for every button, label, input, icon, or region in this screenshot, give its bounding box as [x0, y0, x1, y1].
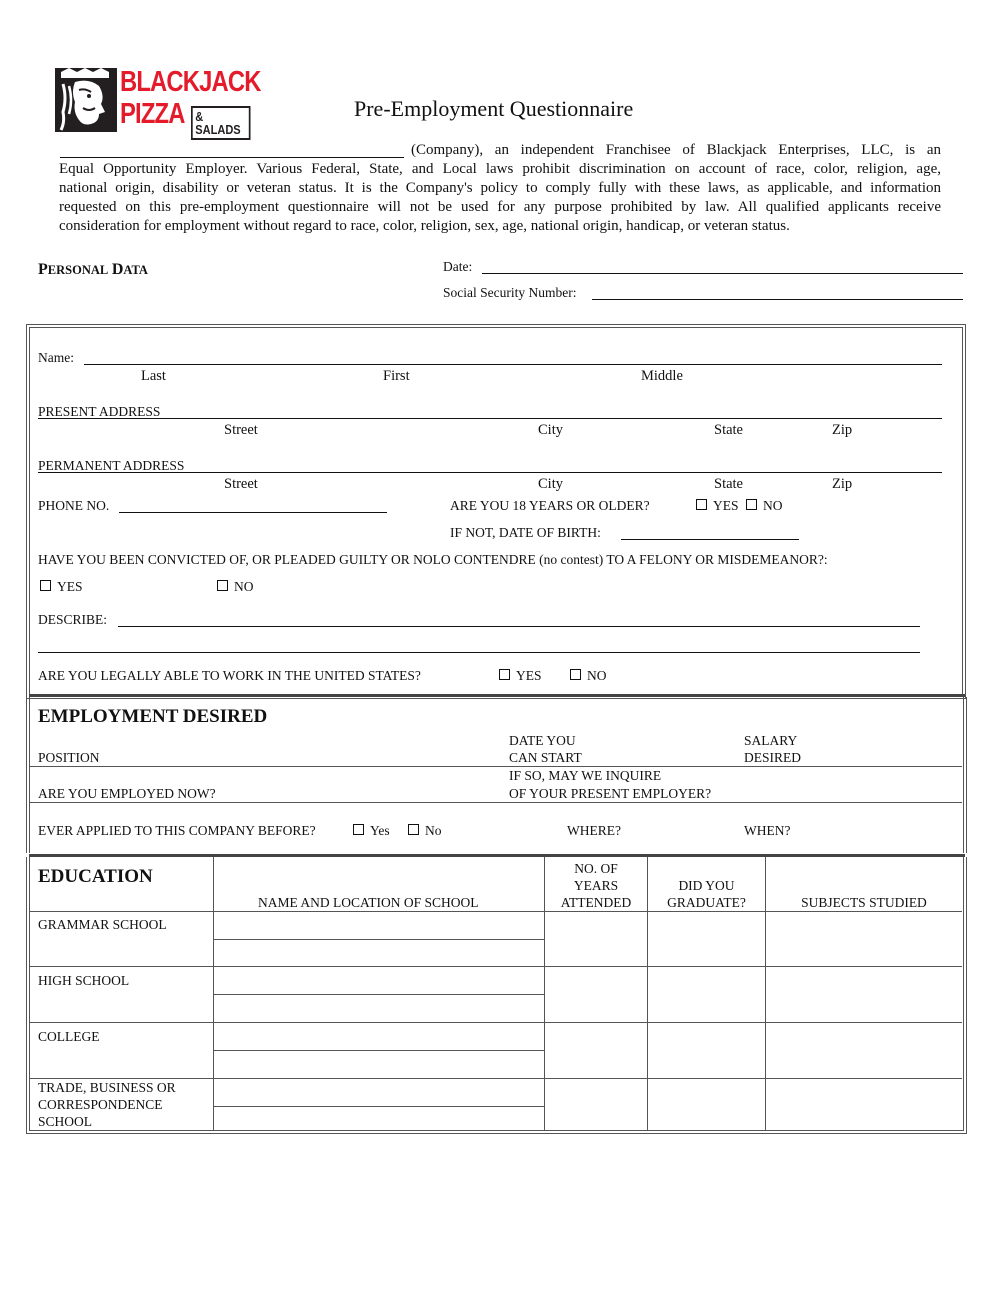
edu-row-trade-1: TRADE, BUSINESS OR	[38, 1080, 176, 1095]
legal-no-option[interactable]: NO	[570, 669, 607, 683]
date-start-label-2: CAN START	[509, 750, 582, 765]
grammar-school-name-1[interactable]	[216, 914, 546, 939]
name-part-middle: Middle	[641, 368, 683, 384]
permanent-city-label: City	[538, 476, 563, 492]
trade-school-name-2[interactable]	[216, 1109, 546, 1131]
trade-school-graduate[interactable]	[650, 1081, 767, 1131]
position-row-rule	[30, 766, 962, 767]
edu-col-name: NAME AND LOCATION OF SCHOOL	[258, 895, 479, 910]
edu-trade-inner-rule	[214, 1106, 544, 1107]
permanent-zip-label: Zip	[832, 476, 853, 492]
permanent-state-label: State	[714, 476, 743, 492]
name-part-last: Last	[141, 368, 166, 384]
present-address-label: PRESENT ADDRESS	[38, 404, 161, 419]
age-question: ARE YOU 18 YEARS OR OLDER?	[450, 498, 650, 513]
convicted-question: HAVE YOU BEEN CONVICTED OF, OR PLEADED GUILTY OR NOLO CONTENDRE (no contest) TO A FELONY OR MISDEMEANOR?:	[38, 552, 828, 567]
age-no-option[interactable]: NO	[746, 499, 783, 513]
edu-row-college: COLLEGE	[38, 1029, 100, 1044]
edu-college-rule	[30, 1078, 962, 1079]
edu-grammar-rule	[30, 966, 962, 967]
education-heading: EDUCATION	[38, 866, 153, 887]
phone-field[interactable]	[119, 496, 387, 513]
edu-grammar-inner-rule	[214, 939, 544, 940]
edu-col-years-1: NO. OF	[574, 861, 618, 876]
legal-no-checkbox[interactable]	[570, 669, 581, 680]
name-label: Name:	[38, 350, 74, 365]
trade-school-subjects[interactable]	[768, 1081, 964, 1131]
edu-high-inner-rule	[214, 994, 544, 995]
logo-line-pizza: PIZZA	[120, 98, 185, 130]
convicted-yes-checkbox[interactable]	[40, 580, 51, 591]
edu-row-high-school: HIGH SCHOOL	[38, 973, 130, 988]
grammar-years[interactable]	[547, 914, 649, 966]
ssn-label: Social Security Number:	[443, 285, 577, 300]
college-name-2[interactable]	[216, 1053, 546, 1078]
inquire-label-2: OF YOUR PRESENT EMPLOYER?	[509, 786, 712, 801]
describe-field-2[interactable]	[38, 636, 920, 653]
position-label: POSITION	[38, 750, 100, 765]
intro-line-2: national origin, disability or veteran status. It is the Company's policy to comply fully with these laws, as applicable, and information	[59, 180, 941, 196]
grammar-graduate[interactable]	[650, 914, 767, 966]
date-label: Date:	[443, 259, 473, 274]
intro-company-text: (Company), an independent Franchisee of Blackjack Enterprises, LLC, is an	[411, 142, 941, 158]
legal-yes-checkbox[interactable]	[499, 669, 510, 680]
intro-line-4: consideration for employment without regard to race, color, religion, sex, age, national origin, handicap, or veteran status.	[59, 218, 790, 234]
edu-row-grammar: GRAMMAR SCHOOL	[38, 917, 167, 932]
legal-work-question: ARE YOU LEGALLY ABLE TO WORK IN THE UNITED STATES?	[38, 668, 421, 683]
edu-row-trade-2: CORRESPONDENCE	[38, 1097, 163, 1112]
employment-top-rule	[29, 694, 965, 697]
phone-label: PHONE NO.	[38, 498, 110, 513]
describe-field-1[interactable]	[118, 610, 920, 627]
intro-line-3: requested on this pre-employment questionnaire will not be used for any purpose prohibited by law. All qualified applicants receive	[59, 199, 941, 215]
education-top-rule	[29, 854, 965, 857]
employed-now-label: ARE YOU EMPLOYED NOW?	[38, 786, 216, 801]
legal-yes-option[interactable]: YES	[499, 669, 542, 683]
permanent-address-label: PERMANENT ADDRESS	[38, 458, 185, 473]
name-part-first: First	[383, 368, 410, 384]
employment-heading: EMPLOYMENT DESIRED	[38, 706, 268, 727]
grammar-subjects[interactable]	[768, 914, 964, 966]
edu-col-grad-2: GRADUATE?	[667, 895, 746, 910]
college-subjects[interactable]	[768, 1025, 964, 1078]
grammar-school-name-2[interactable]	[216, 942, 546, 966]
age-yes-option[interactable]: YES	[696, 499, 739, 513]
date-start-label-1: DATE YOU	[509, 733, 576, 748]
edu-col-subjects: SUBJECTS STUDIED	[801, 895, 927, 910]
king-face-icon	[55, 68, 117, 132]
where-label: WHERE?	[567, 823, 621, 838]
applied-before-label: EVER APPLIED TO THIS COMPANY BEFORE?	[38, 823, 316, 838]
edu-row-trade-3: SCHOOL	[38, 1114, 93, 1129]
permanent-address-field[interactable]	[203, 456, 942, 473]
convicted-yes-option[interactable]: YES	[40, 580, 83, 594]
date-field[interactable]	[482, 257, 963, 274]
present-zip-label: Zip	[832, 422, 853, 438]
when-label: WHEN?	[744, 823, 791, 838]
intro-line-1: Equal Opportunity Employer. Various Federal, State, and Local laws prohibit discrimination on account of race, color, religion, age,	[59, 161, 941, 177]
college-graduate[interactable]	[650, 1025, 767, 1078]
college-years[interactable]	[547, 1025, 649, 1078]
convicted-no-checkbox[interactable]	[217, 580, 228, 591]
dob-field[interactable]	[621, 523, 799, 540]
edu-col-grad-1: DID YOU	[678, 878, 735, 893]
present-address-field[interactable]	[172, 402, 942, 419]
present-state-label: State	[714, 422, 743, 438]
dob-label: IF NOT, DATE OF BIRTH:	[450, 525, 601, 540]
permanent-street-label: Street	[224, 476, 258, 492]
convicted-no-option[interactable]: NO	[217, 580, 254, 594]
company-name-field[interactable]	[60, 141, 404, 158]
present-city-label: City	[538, 422, 563, 438]
salary-label-2: DESIRED	[744, 750, 801, 765]
college-name-1[interactable]	[216, 1025, 546, 1050]
employed-row-rule	[30, 802, 962, 803]
edu-header-rule	[30, 911, 962, 912]
logo-line-salads: & SALADS	[191, 106, 251, 140]
present-address-underline	[38, 418, 172, 419]
logo-line-blackjack: BLACKJACK	[120, 66, 261, 98]
page-title: Pre-Employment Questionnaire	[354, 96, 634, 121]
personal-data-heading: PERSONAL DATA	[38, 261, 148, 278]
inquire-label-1: IF SO, MAY WE INQUIRE	[509, 768, 662, 783]
high-school-name-1[interactable]	[216, 969, 546, 994]
age-no-checkbox[interactable]	[746, 499, 757, 510]
edu-col-years-2: YEARS	[573, 878, 619, 893]
edu-col-years-3: ATTENDED	[560, 895, 632, 910]
high-school-graduate[interactable]	[650, 969, 767, 1022]
edu-high-rule	[30, 1022, 962, 1023]
age-yes-checkbox[interactable]	[696, 499, 707, 510]
trade-school-years[interactable]	[547, 1081, 649, 1131]
permanent-address-underline	[38, 472, 203, 473]
high-school-years[interactable]	[547, 969, 649, 1022]
applied-no-checkbox[interactable]	[408, 824, 419, 835]
describe-label: DESCRIBE:	[38, 612, 108, 627]
trade-school-name-1[interactable]	[216, 1081, 546, 1106]
applied-yes-option[interactable]: Yes	[353, 824, 390, 838]
present-street-label: Street	[224, 422, 258, 438]
name-field[interactable]	[84, 348, 942, 365]
ssn-field[interactable]	[592, 283, 963, 300]
high-school-subjects[interactable]	[768, 969, 964, 1022]
edu-college-inner-rule	[214, 1050, 544, 1051]
salary-label-1: SALARY	[744, 733, 798, 748]
applied-yes-checkbox[interactable]	[353, 824, 364, 835]
high-school-name-2[interactable]	[216, 997, 546, 1022]
applied-no-option[interactable]: No	[408, 824, 442, 838]
company-logo	[55, 66, 261, 137]
